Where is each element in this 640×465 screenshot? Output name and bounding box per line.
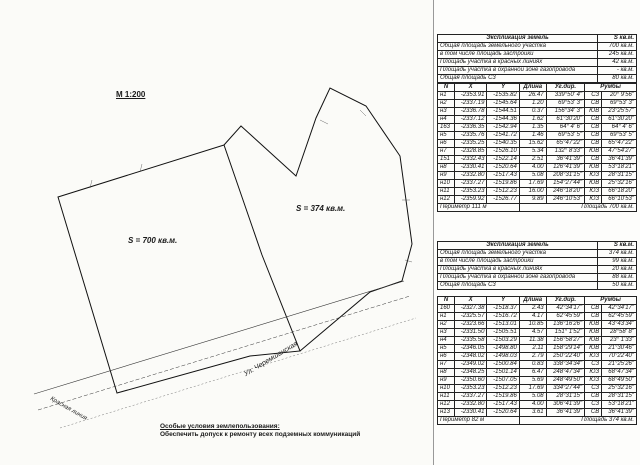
column-header: Румбы: [585, 297, 637, 305]
table-cell: -1545.64: [487, 100, 519, 108]
table-cell: 154°27'44": [546, 180, 584, 188]
table-cell: -1512.23: [487, 385, 519, 393]
table-footer: [438, 417, 637, 425]
row-label: Площадь участка в красных линиях: [438, 59, 598, 67]
table-cell: 64° 4' 6": [546, 124, 584, 132]
table-cell: 248°49'50": [546, 377, 584, 385]
special-conditions: [160, 423, 360, 439]
row-label: Общая площадь С3: [438, 282, 598, 290]
table-cell: 4.00: [519, 164, 546, 172]
table-cell: н13: [438, 409, 455, 417]
scale-label: М 1:200: [116, 90, 146, 99]
table-cell: -2359.92: [454, 196, 486, 204]
table-cell: 68°49'50": [602, 377, 637, 385]
row-label: Общая площадь земельного участка: [438, 250, 598, 258]
table-cell: 156°34' 3": [546, 108, 584, 116]
table-row: [438, 305, 637, 313]
table-cell: -2337.27: [454, 180, 486, 188]
table-cell: 5.34: [519, 148, 546, 156]
table-cell: -2353.23: [454, 385, 486, 393]
row-label: Общая площадь земельного участка: [438, 43, 598, 51]
table-cell: -1517.43: [487, 172, 519, 180]
table-cell: 62°45'59": [602, 313, 637, 321]
table-row: [438, 313, 637, 321]
table-cell: 47°54'27": [602, 148, 637, 156]
table-cell: СВ: [585, 409, 602, 417]
column-header: Уг.дир.: [546, 297, 584, 305]
column-header: Y: [487, 84, 519, 92]
table-cell: СВ: [585, 132, 602, 140]
table-cell: 36°41'39": [546, 409, 584, 417]
table-cell: 246°10'53": [546, 196, 584, 204]
table-row: [438, 321, 637, 329]
land-explication-table-1: [437, 34, 637, 83]
table-cell: -2353.23: [454, 188, 486, 196]
table-cell: 1.46: [519, 132, 546, 140]
table-cell: 2.51: [519, 156, 546, 164]
table-cell: н7: [438, 361, 455, 369]
table-cell: -1520.64: [487, 164, 519, 172]
table-cell: -1544.36: [487, 116, 519, 124]
table-row: [438, 409, 637, 417]
table-row: [438, 345, 637, 353]
table-cell: н10: [438, 180, 455, 188]
table-cell: 5.08: [519, 393, 546, 401]
table-row: [438, 43, 637, 51]
explication-title: Экспликация земель: [438, 35, 598, 43]
table-header: [438, 35, 637, 43]
table-cell: н5: [438, 132, 455, 140]
table-cell: СВ: [585, 393, 602, 401]
table-cell: ЮЗ: [585, 188, 602, 196]
table-row: [438, 282, 637, 290]
table-cell: н10: [438, 385, 455, 393]
table-cell: -1526.10: [487, 148, 519, 156]
table-cell: -2325.57: [454, 313, 486, 321]
table-cell: н1: [438, 92, 455, 100]
table-row: [438, 250, 637, 258]
table-cell: 334°27'44": [546, 385, 584, 393]
table-cell: 4.00: [519, 401, 546, 409]
table-cell: -2332.80: [454, 401, 486, 409]
table-cell: 2.43: [519, 305, 546, 313]
table-cell: -1541.72: [487, 132, 519, 140]
table-cell: ЮЗ: [585, 172, 602, 180]
table-cell: -2331.50: [454, 329, 486, 337]
table-cell: 5.08: [519, 172, 546, 180]
table-cell: н2: [438, 100, 455, 108]
row-value: 80 кв.м.: [598, 75, 637, 83]
table-row: [438, 124, 637, 132]
table-header: [438, 242, 637, 250]
table-cell: СЗ: [585, 361, 602, 369]
table-cell: -1544.51: [487, 108, 519, 116]
area-total: Площадь 700 кв.м.: [519, 204, 636, 212]
table-cell: н8: [438, 369, 455, 377]
table-cell: -1522.14: [487, 156, 519, 164]
table-cell: -2327.38: [454, 305, 486, 313]
table-cell: -2335.76: [454, 132, 486, 140]
table-cell: н9: [438, 377, 455, 385]
table-cell: -1516.72: [487, 313, 519, 321]
table-cell: 28°31'15": [602, 393, 637, 401]
table-cell: -1520.64: [487, 409, 519, 417]
row-value: 20 кв.м.: [598, 266, 637, 274]
table-cell: н8: [438, 164, 455, 172]
row-label: в том числе площадь застройки: [438, 51, 598, 59]
parcel-1-boundary: [58, 145, 300, 393]
explication-title: Экспликация земель: [438, 242, 598, 250]
table-row: [438, 353, 637, 361]
table-cell: 4.17: [519, 313, 546, 321]
column-header: Уг.дир.: [546, 84, 584, 92]
table-cell: СВ: [585, 124, 602, 132]
table-cell: 17.69: [519, 385, 546, 393]
table-cell: -2336.78: [454, 108, 486, 116]
row-label: Площадь участка в красных линиях: [438, 266, 598, 274]
table-cell: -2335.25: [454, 140, 486, 148]
table-cell: ЮЗ: [585, 353, 602, 361]
table-cell: -2337.19: [454, 100, 486, 108]
table-cell: 70°22'40": [602, 353, 637, 361]
table-row: [438, 369, 637, 377]
red-line: [34, 281, 404, 394]
table-cell: 53°18'21": [602, 164, 637, 172]
table-cell: н5: [438, 345, 455, 353]
conditions-title: Особые условия землепользования:: [160, 423, 280, 430]
table-cell: 160: [438, 305, 455, 313]
table-cell: -2332.43: [454, 156, 486, 164]
street-line-2: [60, 318, 416, 428]
row-value: 245 кв.м.: [598, 51, 637, 59]
table-cell: -2330.41: [454, 164, 486, 172]
column-header: Длина: [519, 84, 546, 92]
table-row: [438, 385, 637, 393]
table-cell: 4.57: [519, 329, 546, 337]
table-cell: 61°30'20": [602, 116, 637, 124]
table-cell: н6: [438, 140, 455, 148]
column-header: Длина: [519, 297, 546, 305]
table-cell: СВ: [585, 140, 602, 148]
table-cell: -1500.84: [487, 361, 519, 369]
table-cell: -1518.37: [487, 305, 519, 313]
table-cell: -1540.35: [487, 140, 519, 148]
table-cell: -2350.60: [454, 377, 486, 385]
table-cell: -1501.14: [487, 369, 519, 377]
perimeter: Периметр 111 м: [438, 204, 520, 212]
table-cell: -1507.05: [487, 377, 519, 385]
table-cell: 158°29'14": [546, 345, 584, 353]
table-cell: 42°34'17": [546, 305, 584, 313]
table-cell: 306°41'39": [546, 401, 584, 409]
table-cell: 250°22'40": [546, 353, 584, 361]
table-cell: 43°43'34": [602, 321, 637, 329]
table-cell: -2330.41: [454, 409, 486, 417]
table-row: [438, 274, 637, 282]
row-value: 50 кв.м.: [598, 282, 637, 290]
table-row: [438, 75, 637, 83]
table-cell: СВ: [585, 305, 602, 313]
table-cell: 62°45'59": [546, 313, 584, 321]
table-row: [438, 140, 637, 148]
area-label-parcel-2: S = 374 кв.м.: [296, 204, 346, 213]
table-row: [438, 156, 637, 164]
row-value: - кв.м.: [598, 67, 637, 75]
column-header: Y: [487, 297, 519, 305]
table-cell: -1517.43: [487, 401, 519, 409]
table-row: [438, 401, 637, 409]
row-label: Площадь участка в охранной зоне газопровода: [438, 67, 598, 75]
table-cell: н2: [438, 321, 455, 329]
table-row: [438, 92, 637, 100]
table-cell: -2328.85: [454, 148, 486, 156]
table-cell: -1503.29: [487, 337, 519, 345]
table-cell: СВ: [585, 156, 602, 164]
table-cell: 5.69: [519, 377, 546, 385]
table-row: [438, 180, 637, 188]
table-cell: н7: [438, 148, 455, 156]
table-cell: ЮВ: [585, 108, 602, 116]
table-cell: СЗ: [585, 92, 602, 100]
table-header: [438, 297, 637, 305]
table-cell: -1505.51: [487, 329, 519, 337]
table-cell: 1.20: [519, 100, 546, 108]
table-cell: 69°53' 3": [546, 100, 584, 108]
column-header: N: [438, 84, 455, 92]
table-cell: 17.69: [519, 180, 546, 188]
table-cell: 248°47'34": [546, 369, 584, 377]
area-unit-header: S кв.м.: [598, 35, 637, 43]
table-cell: -1513.01: [487, 321, 519, 329]
table-cell: 0.37: [519, 108, 546, 116]
table-cell: 65°47'22": [546, 140, 584, 148]
row-value: 88 кв.м.: [598, 274, 637, 282]
table-cell: 21°30'46": [602, 345, 637, 353]
table-cell: -2348.02: [454, 353, 486, 361]
table-cell: 68°47'34": [602, 369, 637, 377]
table-cell: н11: [438, 188, 455, 196]
table-cell: 42°34'17": [602, 305, 637, 313]
table-cell: -2337.27: [454, 393, 486, 401]
table-cell: н3: [438, 108, 455, 116]
row-label: в том числе площадь застройки: [438, 258, 598, 266]
street-line: [38, 296, 410, 410]
table-cell: СВ: [585, 313, 602, 321]
table-cell: -2335.58: [454, 337, 486, 345]
table-cell: 69°53' 5": [602, 132, 637, 140]
table-row: [438, 108, 637, 116]
table-cell: ЮЗ: [585, 377, 602, 385]
table-row: [438, 67, 637, 75]
table-cell: 132° 8'33": [546, 148, 584, 156]
table-cell: 28°31'15": [546, 393, 584, 401]
table-cell: ЮВ: [585, 321, 602, 329]
column-header: N: [438, 297, 455, 305]
table-cell: 53°18'21": [602, 401, 637, 409]
table-cell: 9.89: [519, 196, 546, 204]
table-cell: 25°32'16": [602, 180, 637, 188]
table-cell: -2353.91: [454, 92, 486, 100]
street-name: Ул. Черемшанская: [243, 340, 300, 379]
table-cell: 3.61: [519, 409, 546, 417]
table-cell: 2.11: [519, 345, 546, 353]
table-cell: 11.38: [519, 337, 546, 345]
table-cell: ЮВ: [585, 337, 602, 345]
row-value: 99 кв.м.: [598, 258, 637, 266]
table-cell: 69°53' 3": [602, 100, 637, 108]
table-cell: 66°18'20": [602, 188, 637, 196]
table-row: [438, 196, 637, 204]
table-cell: ЮЗ: [585, 196, 602, 204]
table-row: [438, 258, 637, 266]
table-row: [438, 148, 637, 156]
table-cell: ЮЗ: [585, 369, 602, 377]
table-cell: 25°32'16": [602, 385, 637, 393]
table-cell: 66°10'53": [602, 196, 637, 204]
table-cell: 16.00: [519, 188, 546, 196]
table-cell: -2337.12: [454, 116, 486, 124]
conditions-text: Обеспечить допуск к ремонту всех подземных коммуникаций: [160, 431, 361, 438]
table-cell: 23°25'57": [602, 108, 637, 116]
table-cell: 151: [438, 156, 455, 164]
table-cell: н6: [438, 353, 455, 361]
table-cell: н12: [438, 401, 455, 409]
table-cell: 69°53' 5": [546, 132, 584, 140]
column-header: X: [454, 297, 486, 305]
table-row: [438, 361, 637, 369]
table-cell: 20° 9'56": [602, 92, 637, 100]
table-cell: 246°18'20": [546, 188, 584, 196]
table-row: [438, 266, 637, 274]
table-footer: [438, 204, 637, 212]
table-cell: 151° 1'52": [546, 329, 584, 337]
table-cell: ЮВ: [585, 329, 602, 337]
table-cell: 28°58' 8": [602, 329, 637, 337]
table-cell: 23° 1'33": [602, 337, 637, 345]
area-label-parcel-1: S = 700 кв.м.: [128, 236, 178, 245]
table-cell: 26.47: [519, 92, 546, 100]
table-row: [438, 132, 637, 140]
table-cell: 156°58'27": [546, 337, 584, 345]
table-row: [438, 59, 637, 67]
table-cell: 339°50' 4": [546, 92, 584, 100]
table-cell: 61°30'20": [546, 116, 584, 124]
column-header: Румбы: [585, 84, 637, 92]
table-cell: 36°41'39": [602, 409, 637, 417]
table-row: [438, 337, 637, 345]
table-header: [438, 84, 637, 92]
table-cell: -2332.80: [454, 172, 486, 180]
table-cell: СЗ: [585, 385, 602, 393]
table-cell: 64° 4' 6": [602, 124, 637, 132]
table-cell: н3: [438, 329, 455, 337]
table-cell: н4: [438, 116, 455, 124]
table-cell: -2348.25: [454, 369, 486, 377]
table-cell: 0.83: [519, 361, 546, 369]
coordinates-table-1: [437, 83, 637, 212]
table-cell: 126°41'39": [546, 164, 584, 172]
table-cell: 136°16'26": [546, 321, 584, 329]
table-cell: -1535.82: [487, 92, 519, 100]
table-cell: ЮВ: [585, 148, 602, 156]
table-cell: -2323.66: [454, 321, 486, 329]
row-value: 700 кв.м.: [598, 43, 637, 51]
area-total: Площадь 374 кв.м.: [519, 417, 636, 425]
table-cell: 15.62: [519, 140, 546, 148]
table-row: [438, 188, 637, 196]
column-header: X: [454, 84, 486, 92]
table-cell: ЮВ: [585, 345, 602, 353]
table-cell: н4: [438, 337, 455, 345]
table-cell: -2346.05: [454, 345, 486, 353]
table-cell: СЗ: [585, 401, 602, 409]
coordinates-table-2: [437, 296, 637, 425]
red-line-label: Красная линия: [49, 396, 88, 422]
table-cell: 338°34'34": [546, 361, 584, 369]
table-cell: 1.62: [519, 116, 546, 124]
parcel-2-boundary: [224, 88, 412, 351]
table-row: [438, 329, 637, 337]
row-value: 374 кв.м.: [598, 250, 637, 258]
table-row: [438, 116, 637, 124]
row-label: Площадь участка в охранной зоне газопровода: [438, 274, 598, 282]
table-cell: СВ: [585, 116, 602, 124]
table-cell: 2.79: [519, 353, 546, 361]
table-cell: 21°25'26": [602, 361, 637, 369]
table-cell: -1498.03: [487, 353, 519, 361]
row-value: 42 кв.м.: [598, 59, 637, 67]
table-cell: н11: [438, 393, 455, 401]
area-unit-header: S кв.м.: [598, 242, 637, 250]
table-cell: 65°47'22": [602, 140, 637, 148]
table-row: [438, 172, 637, 180]
table-cell: н1: [438, 313, 455, 321]
table-cell: 6.47: [519, 369, 546, 377]
table-row: [438, 51, 637, 59]
table-cell: -2349.02: [454, 361, 486, 369]
table-cell: ЮВ: [585, 180, 602, 188]
table-cell: 36°41'39": [546, 156, 584, 164]
land-explication-table-2: [437, 241, 637, 290]
table-cell: -1519.86: [487, 180, 519, 188]
table-cell: н12: [438, 196, 455, 204]
table-cell: ЮВ: [585, 164, 602, 172]
table-cell: -1526.77: [487, 196, 519, 204]
table-row: [438, 100, 637, 108]
table-cell: 36°41'39": [602, 156, 637, 164]
table-cell: 208°31'15": [546, 172, 584, 180]
perimeter: Периметр 82 м: [438, 417, 520, 425]
table-cell: 28°31'15": [602, 172, 637, 180]
table-cell: -1542.94: [487, 124, 519, 132]
table-row: [438, 377, 637, 385]
table-cell: -1519.86: [487, 393, 519, 401]
table-cell: -1498.80: [487, 345, 519, 353]
row-label: Общая площадь С3: [438, 75, 598, 83]
table-cell: -1512.23: [487, 188, 519, 196]
table-cell: СВ: [585, 100, 602, 108]
table-cell: 1.35: [519, 124, 546, 132]
table-cell: -2336.35: [454, 124, 486, 132]
table-cell: н9: [438, 172, 455, 180]
table-cell: 163: [438, 124, 455, 132]
table-cell: 10.85: [519, 321, 546, 329]
table-row: [438, 164, 637, 172]
table-row: [438, 393, 637, 401]
